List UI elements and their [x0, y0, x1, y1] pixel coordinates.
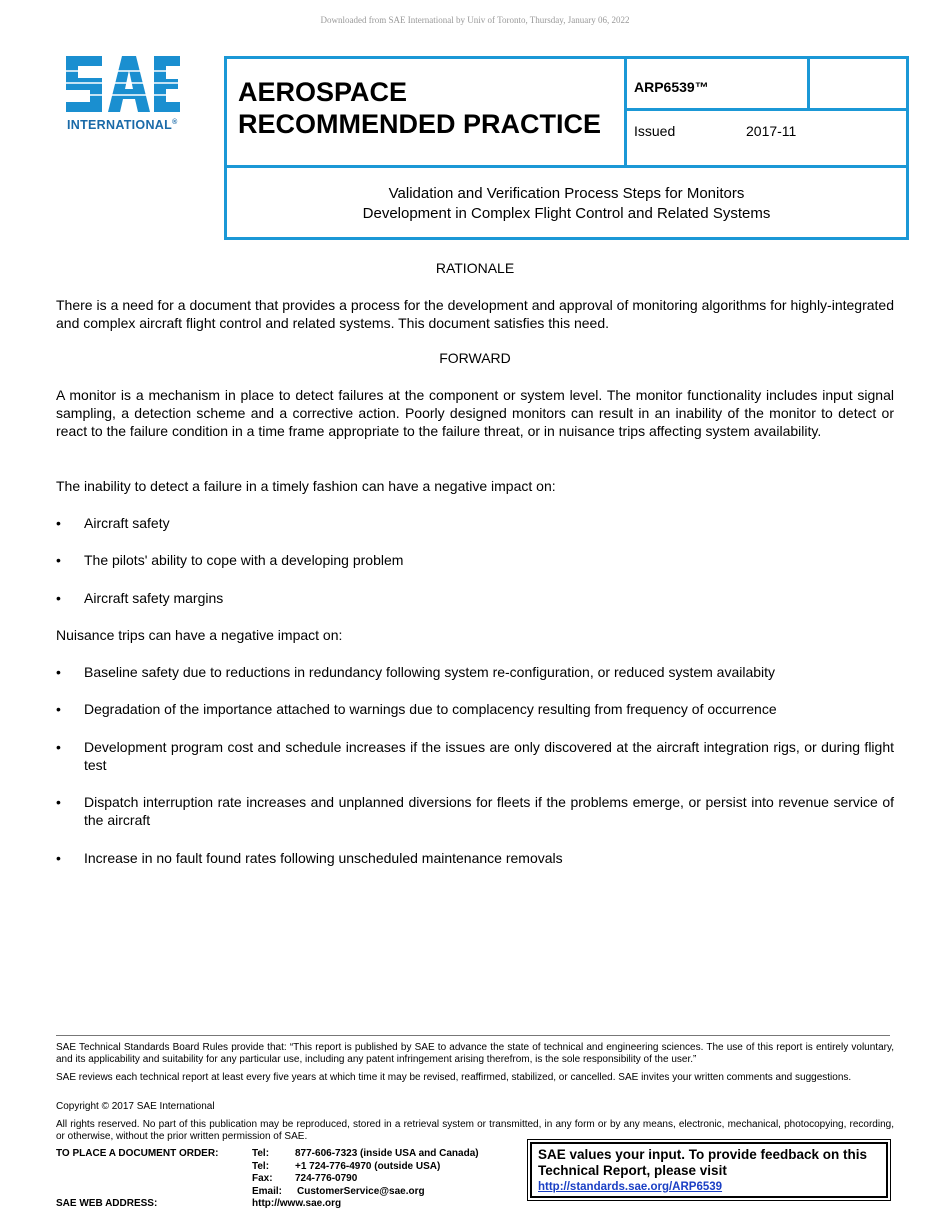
- document-title-line2: Development in Complex Flight Control and Related Systems: [362, 205, 771, 222]
- list-item: [56, 663, 894, 681]
- footer-divider: [56, 1035, 890, 1036]
- tel2-label: Tel:: [252, 1161, 270, 1172]
- header-divider-h1: [624, 108, 909, 111]
- list-item: [56, 738, 894, 774]
- sae-logo-subtitle: [67, 118, 178, 132]
- sae-logo-subtitle-text: INTERNATIONAL: [67, 118, 173, 132]
- tel2-value: +1 724-776-4970 (outside USA): [295, 1161, 441, 1172]
- copyright-note: Copyright © 2017 SAE International: [56, 1101, 215, 1112]
- rationale-text: There is a need for a document that provides a process for the development and approval of monitoring algorithms for highly-integrated and complex aircraft flight control and related systems. This document satisfies this need.: [56, 297, 894, 331]
- document-title: [227, 184, 906, 224]
- list-item-text: Aircraft safety: [84, 515, 170, 531]
- list-item: [56, 849, 894, 867]
- issued-label: Issued: [634, 123, 676, 139]
- rationale-heading: RATIONALE: [435, 260, 515, 276]
- header-divider-h2: [227, 165, 909, 168]
- board-rules-note: SAE Technical Standards Board Rules provide that: “This report is published by SAE to advance the state of technical and engineering sciences. The use of this report is entirely voluntary, and its applicability and suitability for any particular use, including any patent infringement arising therefrom, is the sole responsibility of the user.”: [56, 1042, 894, 1065]
- list-item: [56, 514, 894, 532]
- order-label: TO PLACE A DOCUMENT ORDER:: [56, 1148, 219, 1159]
- list-item-text: Aircraft safety margins: [84, 590, 224, 606]
- bullet-icon: •: [56, 739, 61, 755]
- list-item-text: The pilots' ability to cope with a developing problem: [84, 552, 404, 568]
- email-link[interactable]: CustomerService@sae.org: [297, 1186, 425, 1197]
- sae-logo-mark: [62, 52, 192, 118]
- feedback-line1: SAE values your input. To provide feedback on this: [538, 1147, 868, 1162]
- review-note: SAE reviews each technical report at least every five years at which time it may be revised, reaffirmed, stabilized, or cancelled. SAE invites your written comments and suggestions.: [56, 1072, 852, 1083]
- bullet-icon: •: [56, 701, 61, 717]
- feedback-box: [527, 1139, 891, 1201]
- feedback-line2: Technical Report, please visit: [538, 1163, 727, 1178]
- bullet-icon: •: [56, 850, 61, 866]
- bullet-icon: •: [56, 664, 61, 680]
- web-address-link[interactable]: http://www.sae.org: [252, 1198, 342, 1209]
- document-type: [238, 76, 601, 140]
- tel1-value: 877-606-7323 (inside USA and Canada): [295, 1148, 479, 1159]
- download-note: Downloaded from SAE International by Univ of Toronto, Thursday, January 06, 2022: [320, 15, 630, 25]
- feedback-box-inner: [530, 1142, 888, 1198]
- list-item: [56, 589, 894, 607]
- list-item: [56, 551, 894, 569]
- fax-value: 724-776-0790: [295, 1173, 358, 1184]
- bullet-icon: •: [56, 552, 61, 568]
- header-divider-v1: [624, 59, 627, 167]
- inability-intro: The inability to detect a failure in a timely fashion can have a negative impact on:: [56, 478, 556, 494]
- list-item-text: Baseline safety due to reductions in redundancy following system re-configuration, or reduced system availabity: [84, 664, 776, 680]
- list-item-text: Increase in no fault found rates following unscheduled maintenance removals: [84, 850, 563, 866]
- rights-note: All rights reserved. No part of this publication may be reproduced, stored in a retrieval system or transmitted, in any form or by any means, electronic, mechanical, photocopying, recording, or otherwise, without the prior written permission of SAE.: [56, 1119, 894, 1142]
- list-item: [56, 700, 894, 718]
- header-divider-v2: [807, 59, 810, 110]
- issued-date: 2017-11: [746, 123, 797, 139]
- email-label: Email:: [252, 1186, 283, 1197]
- registered-mark: ®: [172, 118, 178, 126]
- list-item-text: Development program cost and schedule increases if the issues are only discovered at the aircraft integration rigs, or during flight test: [84, 739, 894, 773]
- tel1-label: Tel:: [252, 1148, 270, 1159]
- fax-label: Fax:: [252, 1173, 273, 1184]
- nuisance-intro: Nuisance trips can have a negative impact on:: [56, 627, 343, 643]
- bullet-icon: •: [56, 515, 61, 531]
- forward-text: A monitor is a mechanism in place to detect failures at the component or system level. The monitor functionality includes input signal sampling, a detection scheme and a corrective action. Poorly designed monitors can result in an inability of the monitor to detect or react to the failure condition in a time frame appropriate to the failure threat, or in nuisance trips affecting system availability.: [56, 387, 894, 439]
- list-item-text: Dispatch interruption rate increases and unplanned diversions for fleets if the problems emerge, or persist into revenue service of the aircraft: [84, 794, 894, 828]
- feedback-link[interactable]: http://standards.sae.org/ARP6539: [538, 1181, 723, 1193]
- list-item: [56, 793, 894, 829]
- web-address-label: SAE WEB ADDRESS:: [56, 1198, 158, 1209]
- document-type-line2: RECOMMENDED PRACTICE: [238, 109, 602, 139]
- document-title-line1: Validation and Verification Process Steps for Monitors: [388, 185, 745, 202]
- document-type-line1: AEROSPACE: [238, 77, 408, 107]
- list-item-text: Degradation of the importance attached to warnings due to complacency resulting from frequency of occurrence: [84, 701, 777, 717]
- document-number: ARP6539™: [634, 79, 709, 95]
- bullet-icon: •: [56, 590, 61, 606]
- forward-heading: FORWARD: [439, 350, 511, 366]
- bullet-icon: •: [56, 794, 61, 810]
